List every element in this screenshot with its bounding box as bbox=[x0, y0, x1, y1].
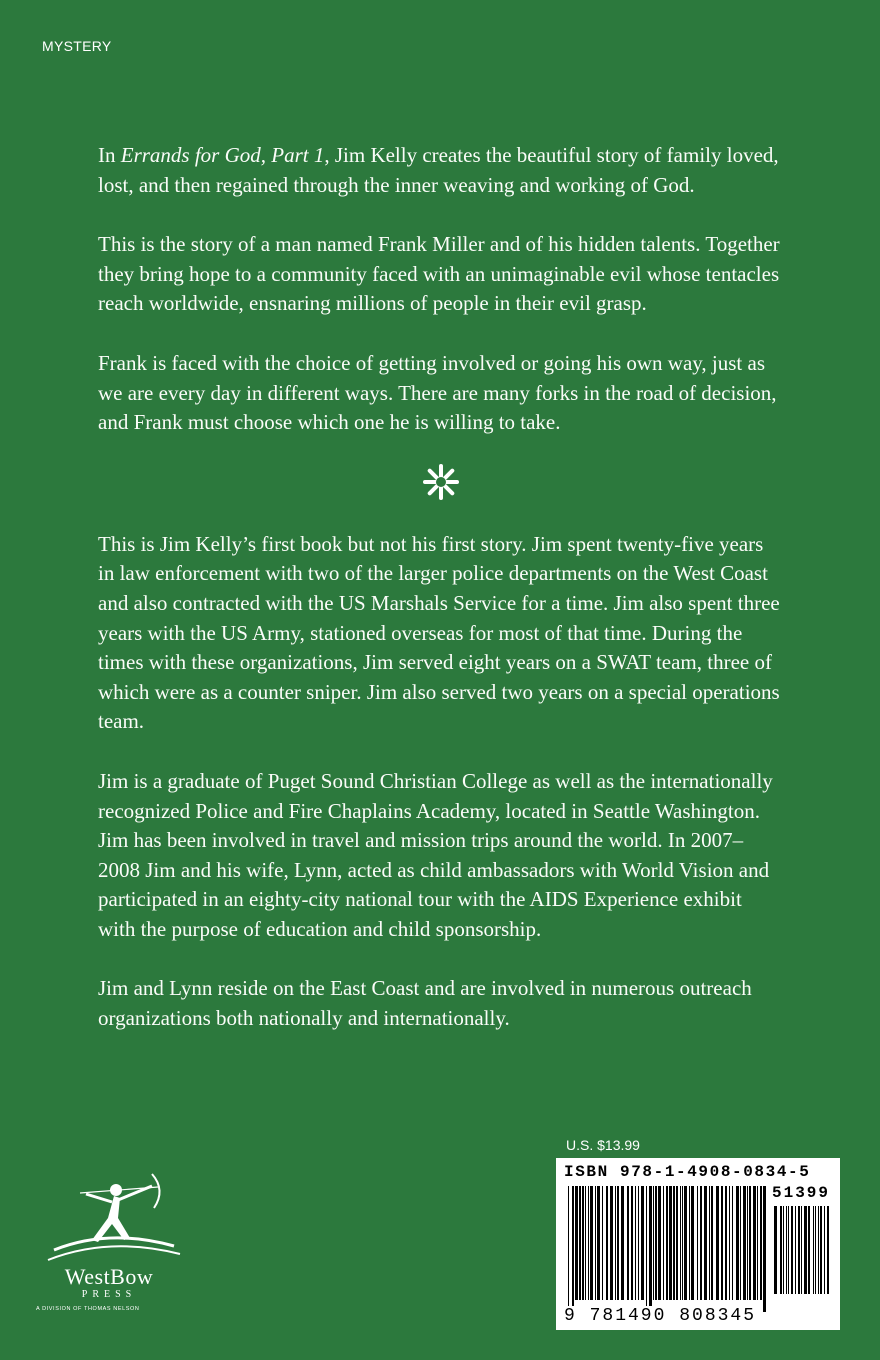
barcode-bar bbox=[749, 1186, 751, 1300]
barcode-bar bbox=[627, 1186, 629, 1300]
bio-paragraph-3: Jim and Lynn reside on the East Coast and are involved in numerous outreach organizations both nationally and internationally. bbox=[98, 976, 752, 1031]
barcode-bar bbox=[646, 1186, 647, 1312]
barcode-bar bbox=[798, 1206, 800, 1294]
barcode-bar bbox=[711, 1186, 713, 1300]
barcode-bar bbox=[663, 1186, 664, 1300]
barcode-bar bbox=[801, 1206, 802, 1294]
barcode-bar bbox=[615, 1186, 616, 1300]
barcode-bar bbox=[595, 1186, 596, 1300]
price-code: 51399 bbox=[771, 1184, 830, 1202]
barcode-bar bbox=[610, 1186, 613, 1300]
barcode-bar bbox=[691, 1186, 694, 1300]
barcode-bar bbox=[791, 1206, 793, 1294]
bio-paragraph-1: This is Jim Kelly’s first book but not his first story. Jim spent twenty-five years in law enforcement with two of the larger police departments on the West Coast and also contracted with the US Marshals Service for a time. Jim also spent three years with the US Army, stationed overseas for most of that time. During the times with these organizations, Jim served eight years on a SWAT team, three of which were as a counter sniper. Jim also served two years on a special operations team. bbox=[98, 531, 780, 734]
barcode-bar bbox=[582, 1186, 584, 1300]
barcode-bar bbox=[684, 1186, 687, 1300]
barcode-bar bbox=[747, 1186, 748, 1300]
barcode-bar bbox=[653, 1186, 654, 1300]
barcode-bar bbox=[579, 1186, 581, 1300]
barcode-bar bbox=[568, 1186, 569, 1312]
barcode-bar bbox=[725, 1186, 727, 1300]
description-paragraph-2: This is the story of a man named Frank Miller and of his hidden talents. Together they bring hope to a community faced with an unimaginable evil whose tentacles reach worldwide, ensnaring millions of people in their evil grasp. bbox=[98, 232, 780, 316]
asterisk-divider-icon bbox=[98, 462, 784, 502]
barcode-bar bbox=[743, 1186, 746, 1300]
barcode-bar bbox=[788, 1206, 789, 1294]
category-label: MYSTERY bbox=[42, 38, 112, 54]
barcode-bar bbox=[631, 1186, 633, 1300]
barcode-bar bbox=[827, 1206, 829, 1294]
barcode-bar bbox=[709, 1186, 710, 1300]
ean-barcode-bars bbox=[568, 1186, 768, 1312]
barcode-bar bbox=[606, 1186, 608, 1300]
bio-paragraph-2: Jim is a graduate of Puget Sound Christian College as well as the internationally recognized Police and Fire Chaplains Academy, located in Seattle Washington. Jim has been involved in travel and mission trips around the world. In 2007–2008 Jim and his wife, Lynn, acted as child ambassadors with World Vision and participated in an eighty-city national tour with the AIDS Experience exhibit with the purpose of education and child sponsorship. bbox=[98, 768, 773, 941]
barcode-bar bbox=[621, 1186, 624, 1300]
barcode-bar bbox=[588, 1186, 589, 1300]
barcode-bar bbox=[682, 1186, 683, 1300]
barcode-bar bbox=[721, 1186, 723, 1300]
barcode-bar bbox=[590, 1186, 593, 1300]
barcode-bar bbox=[649, 1186, 652, 1312]
barcode-bar bbox=[786, 1206, 787, 1294]
barcode-bar bbox=[808, 1206, 810, 1294]
barcode-bar bbox=[635, 1186, 636, 1300]
barcode-bar bbox=[729, 1186, 730, 1300]
description-paragraph-3: Frank is faced with the choice of getting involved or going his own way, just as we are every day in different ways. There are many forks in the road of decision, and Frank must choose which one he is willing to take. bbox=[98, 350, 777, 435]
addon-barcode-bars bbox=[774, 1206, 832, 1306]
barcode-bar bbox=[763, 1186, 766, 1312]
barcode-bar bbox=[804, 1206, 807, 1294]
barcode-bar bbox=[815, 1206, 816, 1294]
barcode-bar bbox=[824, 1206, 825, 1294]
ean-digits: 9 781490 808345 bbox=[564, 1306, 757, 1326]
publisher-logo bbox=[34, 1168, 184, 1318]
description-paragraph-1: In Errands for God, Part 1, Jim Kelly creates the beautiful story of family loved, lost, and then regained through the inner weaving and working of God. bbox=[98, 143, 779, 197]
isbn-barcode bbox=[556, 1158, 840, 1330]
barcode-bar bbox=[680, 1186, 681, 1300]
barcode-bar bbox=[732, 1186, 733, 1300]
barcode-bar bbox=[820, 1206, 822, 1294]
barcode-bar bbox=[697, 1186, 698, 1300]
barcode-bar bbox=[740, 1186, 741, 1300]
barcode-bar bbox=[585, 1186, 586, 1300]
barcode-bar bbox=[736, 1186, 739, 1300]
publisher-name: WestBow bbox=[64, 1264, 154, 1289]
barcode-bar bbox=[795, 1206, 796, 1294]
barcode-bar bbox=[716, 1186, 719, 1300]
barcode-bar bbox=[813, 1206, 814, 1294]
barcode-bar bbox=[572, 1186, 574, 1312]
barcode-bar bbox=[757, 1186, 758, 1300]
barcode-bar bbox=[760, 1186, 762, 1300]
barcode-bar bbox=[818, 1206, 819, 1294]
archer-icon bbox=[34, 1168, 184, 1268]
book-title: Errands for God, Part 1 bbox=[120, 143, 325, 167]
publisher-division: A DIVISION OF THOMAS NELSON bbox=[36, 1306, 140, 1312]
barcode-bar bbox=[602, 1186, 603, 1300]
barcode-bar bbox=[641, 1186, 644, 1300]
barcode-bar bbox=[575, 1186, 578, 1300]
barcode-bar bbox=[753, 1186, 756, 1300]
barcode-bar bbox=[704, 1186, 707, 1300]
barcode-bar bbox=[666, 1186, 668, 1300]
back-cover-copy bbox=[98, 141, 784, 1064]
barcode-bar bbox=[676, 1186, 678, 1300]
barcode-bar bbox=[783, 1206, 784, 1294]
barcode-bar bbox=[774, 1206, 777, 1294]
barcode-bar bbox=[617, 1186, 619, 1300]
publisher-sub: PRESS bbox=[81, 1289, 137, 1300]
price-label: U.S. $13.99 bbox=[566, 1137, 640, 1153]
barcode-bar bbox=[655, 1186, 657, 1300]
barcode-bar bbox=[638, 1186, 639, 1300]
barcode-bar bbox=[780, 1206, 782, 1294]
barcode-bar bbox=[658, 1186, 661, 1300]
barcode-bar bbox=[669, 1186, 672, 1300]
barcode-bar bbox=[597, 1186, 600, 1300]
barcode-bar bbox=[700, 1186, 702, 1300]
isbn-text: ISBN 978-1-4908-0834-5 bbox=[564, 1163, 811, 1181]
barcode-bar bbox=[689, 1186, 690, 1300]
barcode-bar bbox=[673, 1186, 675, 1300]
